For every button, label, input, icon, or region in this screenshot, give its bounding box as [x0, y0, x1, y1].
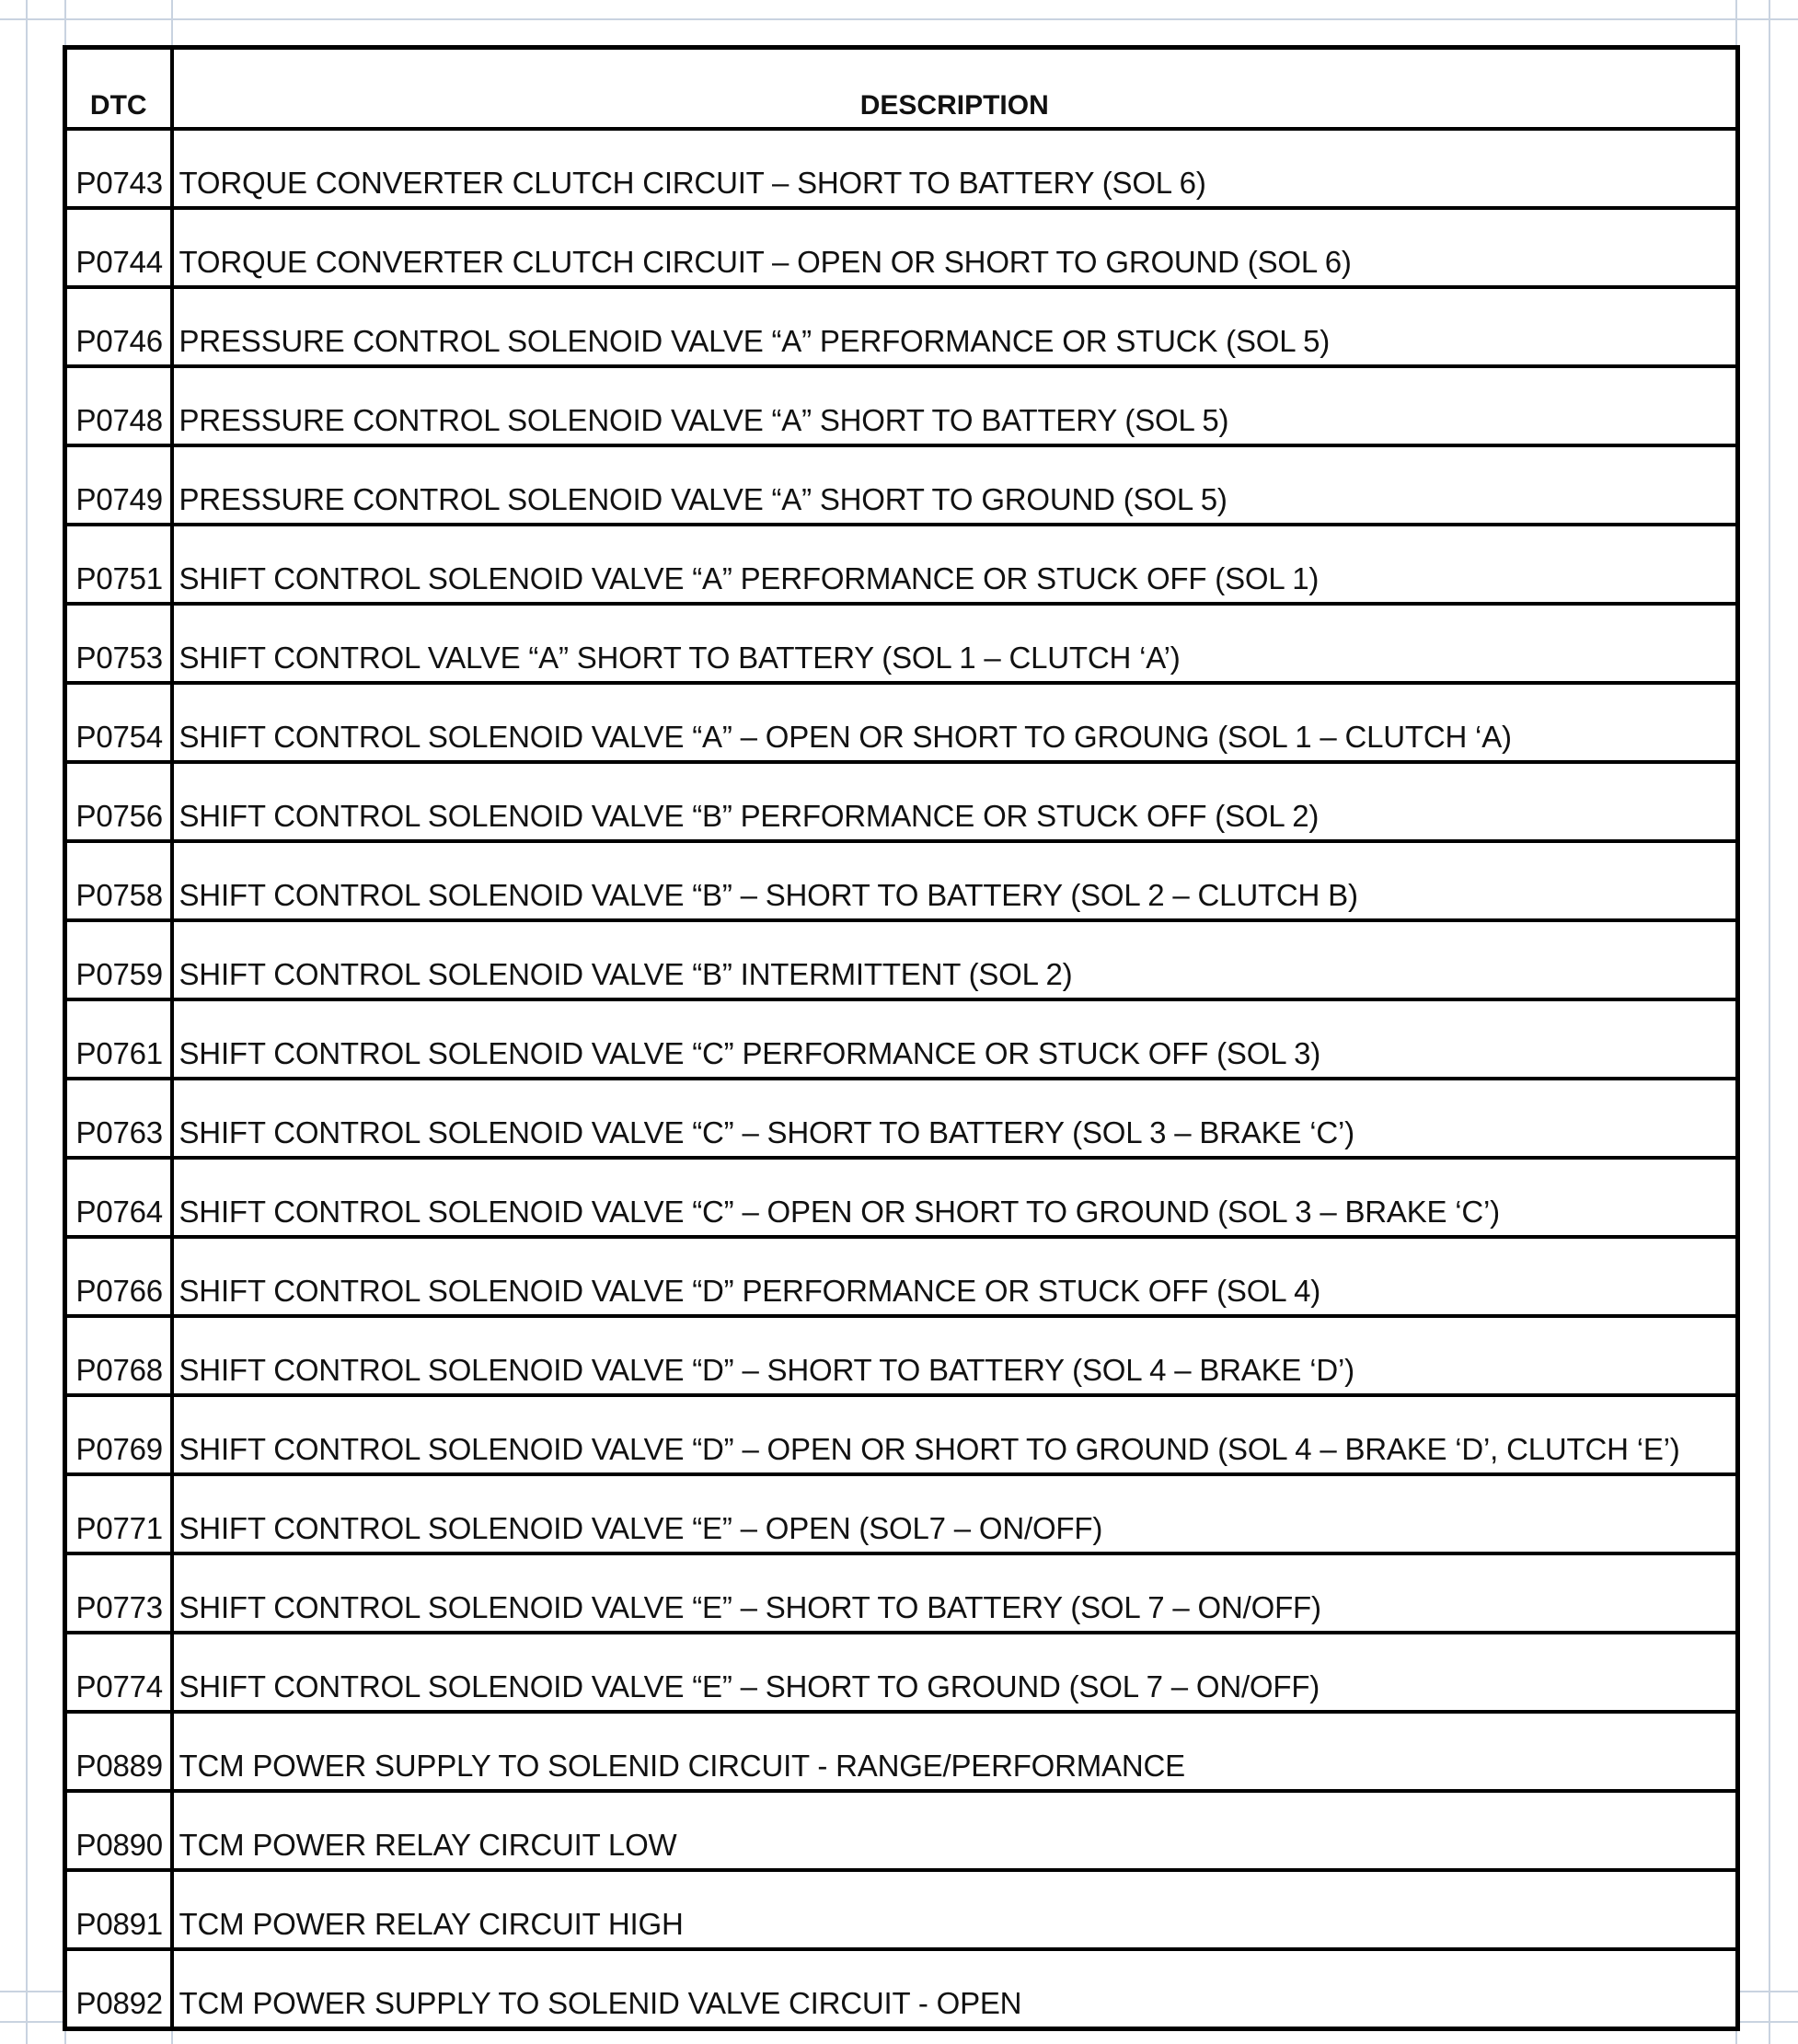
grid-column-line — [1769, 0, 1770, 2044]
description-cell: SHIFT CONTROL SOLENOID VALVE “D” – OPEN OR SHORT TO GROUND (SOL 4 – BRAKE ‘D’, CLUTCH ‘E’) — [172, 1395, 1738, 1474]
table-row — [65, 1870, 1738, 1949]
dtc-code-cell: P0759 — [65, 920, 172, 999]
table-row — [65, 1395, 1738, 1474]
description-cell: SHIFT CONTROL SOLENOID VALVE “E” – SHORT TO BATTERY (SOL 7 – ON/OFF) — [172, 1553, 1738, 1633]
dtc-code-cell: P0766 — [65, 1237, 172, 1316]
table-row — [65, 366, 1738, 445]
table-row — [65, 920, 1738, 999]
dtc-code-cell: P0744 — [65, 208, 172, 287]
description-cell: SHIFT CONTROL SOLENOID VALVE “A” PERFORMANCE OR STUCK OFF (SOL 1) — [172, 525, 1738, 604]
table-header-row — [65, 48, 1738, 130]
table-row — [65, 129, 1738, 208]
dtc-code-cell: P0768 — [65, 1316, 172, 1395]
table-row — [65, 999, 1738, 1079]
dtc-code-cell: P0746 — [65, 287, 172, 366]
description-cell: SHIFT CONTROL SOLENOID VALVE “C” PERFORMANCE OR STUCK OFF (SOL 3) — [172, 999, 1738, 1079]
table-row — [65, 208, 1738, 287]
dtc-code-cell: P0892 — [65, 1949, 172, 2029]
dtc-code-cell: P0761 — [65, 999, 172, 1079]
dtc-code-cell: P0748 — [65, 366, 172, 445]
dtc-code-cell: P0889 — [65, 1712, 172, 1791]
table-row — [65, 762, 1738, 841]
grid-row-line — [0, 18, 1798, 20]
description-cell: SHIFT CONTROL SOLENOID VALVE “B” PERFORMANCE OR STUCK OFF (SOL 2) — [172, 762, 1738, 841]
dtc-code-cell: P0774 — [65, 1633, 172, 1712]
table-row — [65, 604, 1738, 683]
description-cell: SHIFT CONTROL SOLENOID VALVE “B” INTERMITTENT (SOL 2) — [172, 920, 1738, 999]
description-cell: PRESSURE CONTROL SOLENOID VALVE “A” SHORT TO GROUND (SOL 5) — [172, 445, 1738, 525]
table-row — [65, 1712, 1738, 1791]
description-cell: TCM POWER SUPPLY TO SOLENID VALVE CIRCUIT - OPEN — [172, 1949, 1738, 2029]
table-row — [65, 1316, 1738, 1395]
dtc-code-cell: P0769 — [65, 1395, 172, 1474]
table-row — [65, 1949, 1738, 2029]
description-cell: TCM POWER RELAY CIRCUIT LOW — [172, 1791, 1738, 1870]
table-row — [65, 525, 1738, 604]
dtc-table — [63, 45, 1740, 2031]
dtc-code-cell: P0763 — [65, 1079, 172, 1158]
description-cell: TORQUE CONVERTER CLUTCH CIRCUIT – SHORT TO BATTERY (SOL 6) — [172, 129, 1738, 208]
description-cell: TCM POWER SUPPLY TO SOLENID CIRCUIT - RANGE/PERFORMANCE — [172, 1712, 1738, 1791]
description-cell: SHIFT CONTROL SOLENOID VALVE “C” – OPEN OR SHORT TO GROUND (SOL 3 – BRAKE ‘C’) — [172, 1158, 1738, 1237]
grid-column-line — [26, 0, 28, 2044]
description-cell: PRESSURE CONTROL SOLENOID VALVE “A” SHORT TO BATTERY (SOL 5) — [172, 366, 1738, 445]
description-cell: SHIFT CONTROL SOLENOID VALVE “B” – SHORT TO BATTERY (SOL 2 – CLUTCH B) — [172, 841, 1738, 920]
dtc-code-cell: P0751 — [65, 525, 172, 604]
dtc-code-cell: P0743 — [65, 129, 172, 208]
table-row — [65, 683, 1738, 762]
dtc-code-cell: P0758 — [65, 841, 172, 920]
description-cell: SHIFT CONTROL SOLENOID VALVE “D” – SHORT TO BATTERY (SOL 4 – BRAKE ‘D’) — [172, 1316, 1738, 1395]
header-description: DESCRIPTION — [172, 48, 1738, 130]
description-cell: SHIFT CONTROL SOLENOID VALVE “E” – SHORT TO GROUND (SOL 7 – ON/OFF) — [172, 1633, 1738, 1712]
description-cell: PRESSURE CONTROL SOLENOID VALVE “A” PERFORMANCE OR STUCK (SOL 5) — [172, 287, 1738, 366]
dtc-code-cell: P0753 — [65, 604, 172, 683]
description-cell: SHIFT CONTROL SOLENOID VALVE “A” – OPEN OR SHORT TO GROUNG (SOL 1 – CLUTCH ‘A) — [172, 683, 1738, 762]
description-cell: SHIFT CONTROL SOLENOID VALVE “E” – OPEN (SOL7 – ON/OFF) — [172, 1474, 1738, 1553]
dtc-code-cell: P0773 — [65, 1553, 172, 1633]
table-row — [65, 1237, 1738, 1316]
description-cell: SHIFT CONTROL SOLENOID VALVE “D” PERFORMANCE OR STUCK OFF (SOL 4) — [172, 1237, 1738, 1316]
table-row — [65, 1079, 1738, 1158]
dtc-code-cell: P0756 — [65, 762, 172, 841]
header-dtc: DTC — [65, 48, 172, 130]
description-cell: TCM POWER RELAY CIRCUIT HIGH — [172, 1870, 1738, 1949]
dtc-code-cell: P0754 — [65, 683, 172, 762]
table-row — [65, 841, 1738, 920]
description-cell: SHIFT CONTROL SOLENOID VALVE “C” – SHORT TO BATTERY (SOL 3 – BRAKE ‘C’) — [172, 1079, 1738, 1158]
table-row — [65, 1553, 1738, 1633]
table-row — [65, 287, 1738, 366]
table-row — [65, 1633, 1738, 1712]
table-row — [65, 1474, 1738, 1553]
dtc-code-cell: P0771 — [65, 1474, 172, 1553]
dtc-code-cell: P0764 — [65, 1158, 172, 1237]
description-cell: SHIFT CONTROL VALVE “A” SHORT TO BATTERY (SOL 1 – CLUTCH ‘A’) — [172, 604, 1738, 683]
dtc-code-cell: P0891 — [65, 1870, 172, 1949]
table-row — [65, 1158, 1738, 1237]
table-row — [65, 1791, 1738, 1870]
table-row — [65, 445, 1738, 525]
dtc-code-cell: P0890 — [65, 1791, 172, 1870]
description-cell: TORQUE CONVERTER CLUTCH CIRCUIT – OPEN OR SHORT TO GROUND (SOL 6) — [172, 208, 1738, 287]
dtc-code-cell: P0749 — [65, 445, 172, 525]
